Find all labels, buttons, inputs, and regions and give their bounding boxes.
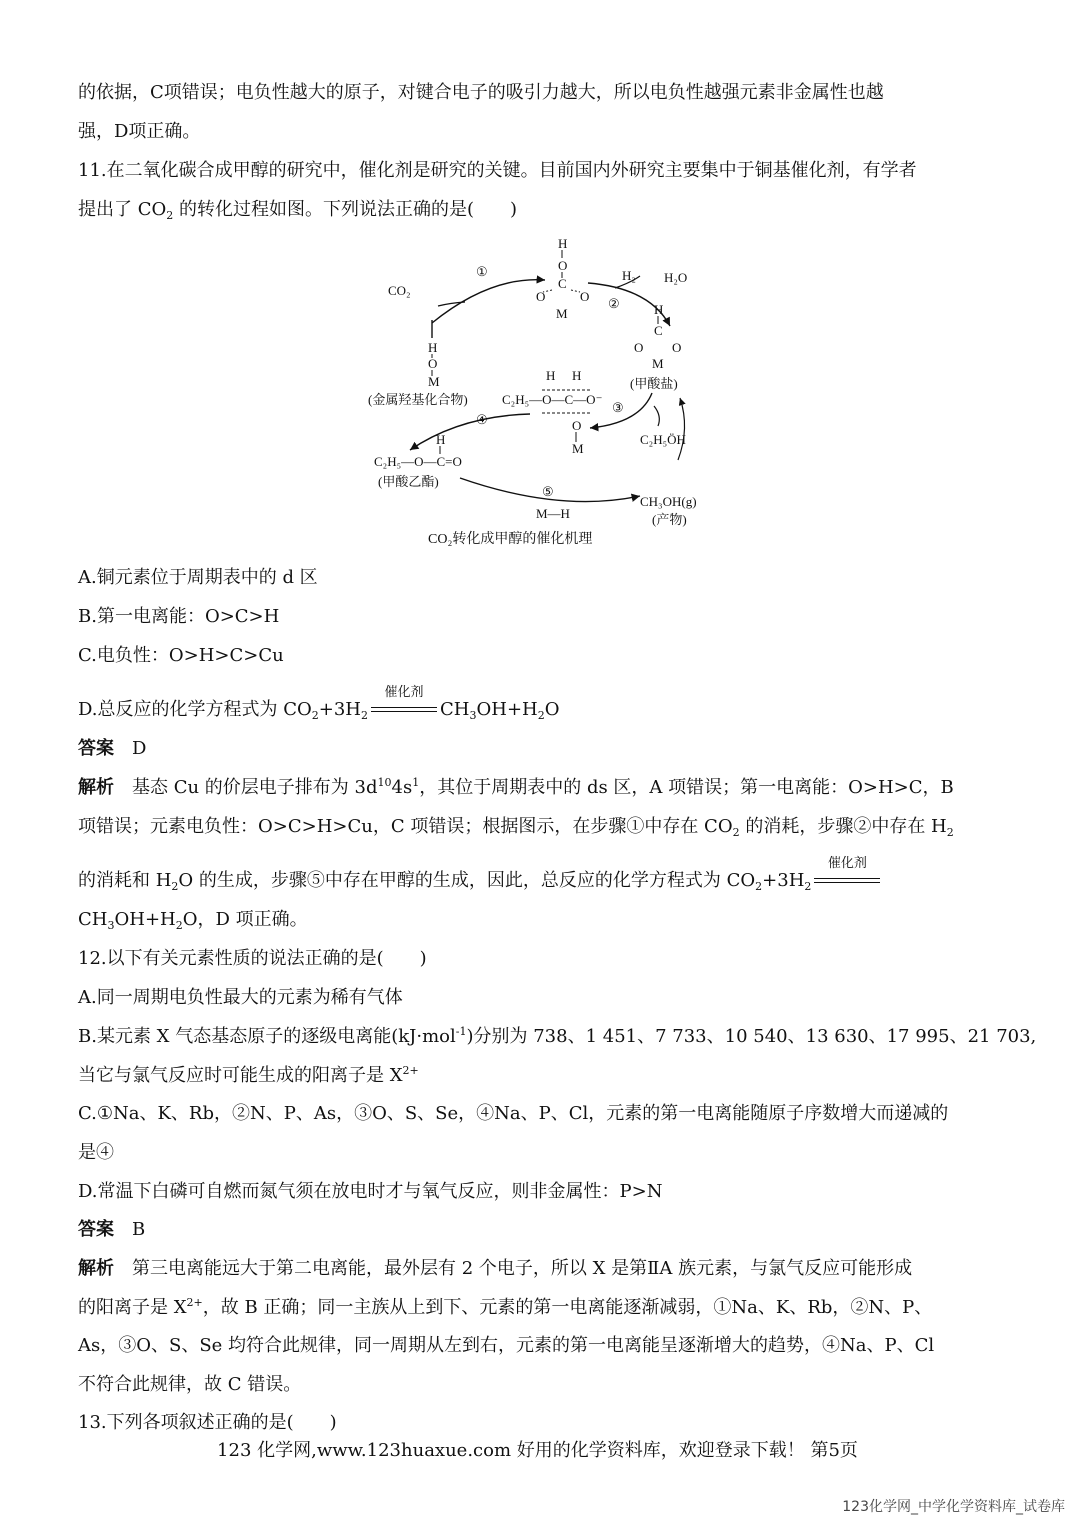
step-1-label: ①: [476, 264, 488, 279]
svg-text:CH₃OH(g): CH₃OH(g): [640, 494, 697, 509]
svg-text:C: C: [558, 276, 567, 291]
svg-text:M: M: [428, 374, 440, 389]
svg-text:O: O: [672, 340, 682, 355]
svg-text:C₂H₅—O—C—O⁻: C₂H₅—O—C—O⁻: [502, 392, 603, 407]
option-c: C.电负性：O>H>C>Cu: [78, 645, 284, 666]
explanation-12: 解析 第三电离能远大于第二电离能，最外层有 2 个电子，所以 X 是第ⅡA 族元素，与氯气反应可能形成: [78, 1258, 913, 1279]
svg-text:H: H: [572, 368, 582, 383]
option-b: B.第一电离能：O>C>H: [78, 606, 280, 627]
option-d: D.总反应的化学方程式为 $CO_2+3H_2$ 催化剂 $CH_3OH+H_2O$: [78, 685, 560, 722]
ethanol-label: C₂H₅ÖH: [640, 432, 686, 447]
question-12-stem: 12.以下有关元素性质的说法正确的是( ): [78, 948, 427, 969]
svg-text:M—H: M—H: [536, 506, 570, 521]
catalyst-condition: 催化剂: [371, 701, 437, 719]
svg-text:O: O: [558, 258, 568, 273]
watermark: 123化学网_中学化学资料库_试卷库: [842, 1499, 1065, 1515]
option-b: 当它与氯气反应时可能生成的阳离子是 $X^{2+}$: [78, 1064, 419, 1086]
explanation-12: 的阳离子是 $X^{2+}$，故 B 正确；同一主族从上到下、元素的第一电离能逐渐减弱，①Na、K、Rb，②N、P、: [78, 1296, 933, 1318]
catalyst-condition: 催化剂: [814, 872, 880, 890]
svg-text:M: M: [572, 441, 584, 456]
svg-text:H: H: [654, 302, 664, 317]
product-label: (产物): [652, 512, 687, 527]
question-13-stem: 13.下列各项叙述正确的是( ): [78, 1412, 337, 1433]
page-footer: 123 化学网,www.123huaxue.com 好用的化学资料库，欢迎登录下载！ 第5页: [217, 1440, 858, 1461]
explanation-11: 解析 基态 Cu 的价层电子排布为 $3d^{10}4s^1$，其位于周期表中的 ds 区，A 项错误；第一电离能：O>H>C，B: [78, 776, 954, 798]
svg-text:M: M: [556, 306, 568, 321]
svg-text:M: M: [652, 356, 664, 371]
explanation-12: As，③O、S、Se 均符合此规律，同一周期从左到右，元素的第一电离能呈逐渐增大的趋势，④Na、P、Cl: [78, 1335, 935, 1356]
svg-text:C: C: [654, 323, 663, 338]
svg-text:C₂H₅—O—C=O: C₂H₅—O—C=O: [374, 454, 462, 469]
co2-label: CO₂: [388, 283, 411, 298]
text-line: 的依据，C项错误；电负性越大的原子，对键合电子的吸引力越大，所以电负性越强元素非金属性也越: [78, 82, 884, 103]
formate-label: (甲酸盐): [630, 376, 678, 391]
svg-text:O: O: [536, 289, 546, 304]
option-d: D.常温下白磷可自燃而氮气须在放电时才与氧气反应，则非金属性：P>N: [78, 1181, 663, 1202]
option-a: A.铜元素位于周期表中的 d 区: [78, 567, 318, 588]
diagram-caption: CO₂转化成甲醇的催化机理: [428, 532, 593, 547]
answer-11: 答案 D: [78, 738, 147, 759]
step-5-label: ⑤: [542, 484, 554, 499]
text-line: 强，D项正确。: [78, 121, 201, 142]
step-3-label: ③: [612, 400, 624, 415]
step-2-label: ②: [608, 296, 620, 311]
svg-text:O: O: [634, 340, 644, 355]
co2-methanol-mechanism-diagram: [340, 228, 740, 553]
svg-text:H: H: [558, 236, 568, 251]
question-11-stem: 提出了 $CO_2$ 的转化过程如图。下列说法正确的是( ): [78, 199, 518, 222]
hydroxide-label: (金属羟基化合物): [368, 392, 468, 407]
svg-text:O: O: [580, 289, 590, 304]
svg-text:H₂O: H₂O: [664, 270, 688, 285]
explanation-11: 的消耗和 $H_2O$ 的生成，步骤⑤中存在甲醇的生成，因此，总反应的化学方程式为 $CO_2+3H_2$ 催化剂: [78, 866, 883, 893]
option-a: A.同一周期电负性最大的元素为稀有气体: [78, 987, 403, 1008]
svg-text:O: O: [428, 356, 438, 371]
option-c: C.①Na、K、Rb，②N、P、As，③O、S、Se，④Na、P、Cl，元素的第一电离能随原子序数增大而递减的: [78, 1103, 949, 1124]
option-c: 是④: [78, 1142, 114, 1163]
ester-label: (甲酸乙酯): [378, 474, 439, 489]
answer-12: 答案 B: [78, 1219, 146, 1240]
svg-text:H: H: [428, 340, 438, 355]
step-4-label: ④: [476, 412, 488, 427]
question-11-stem: 11.在二氧化碳合成甲醇的研究中，催化剂是研究的关键。目前国内外研究主要集中于铜基催化剂，有学者: [78, 160, 917, 181]
svg-text:H₂: H₂: [622, 268, 636, 283]
explanation-11: $CH_3OH+H_2O$，D 项正确。: [78, 909, 308, 932]
svg-text:H: H: [546, 368, 556, 383]
explanation-11: 项错误；元素电负性：O>C>H>Cu，C 项错误；根据图示，在步骤①中存在 $CO_2$ 的消耗，步骤②中存在 $H_2$: [78, 816, 954, 839]
option-b: B.某元素 X 气态基态原子的逐级电离能(kJ·mol$^{-1}$)分别为 738、1 451、7 733、10 540、13 630、17 995、21 703,: [78, 1025, 1037, 1047]
svg-text:H: H: [436, 432, 446, 447]
svg-text:O: O: [572, 418, 582, 433]
explanation-12: 不符合此规律，故 C 错误。: [78, 1374, 302, 1395]
